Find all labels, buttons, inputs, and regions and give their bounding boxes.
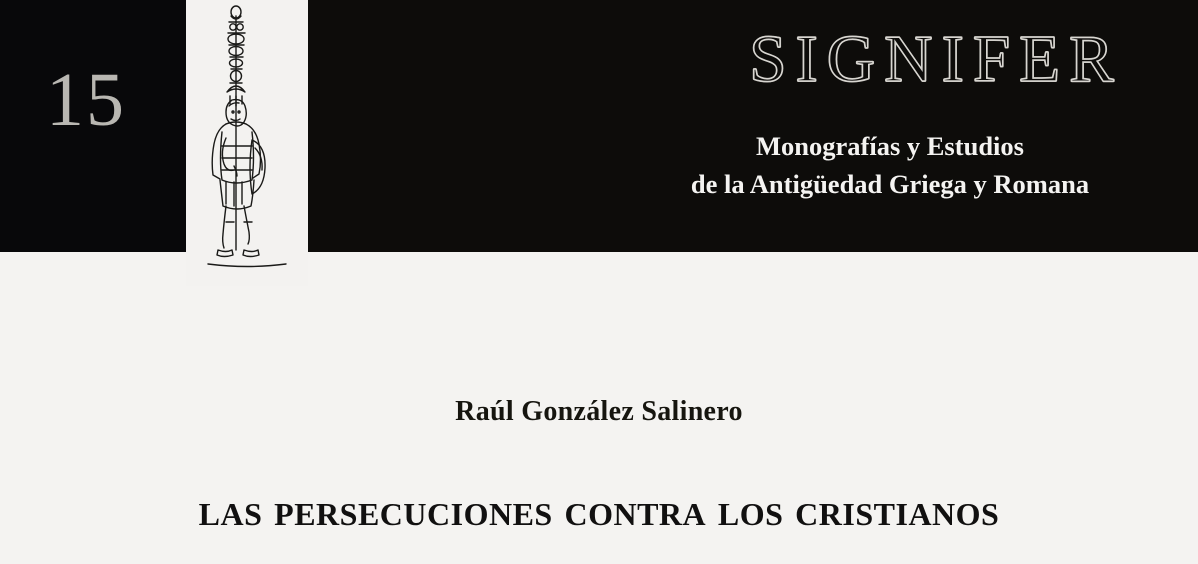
series-number: 15 bbox=[46, 58, 126, 142]
series-subtitle bbox=[620, 128, 1160, 203]
series-name: SIGNIFER bbox=[749, 22, 1123, 96]
signifer-figure-plate bbox=[186, 0, 308, 286]
author-name: Raúl González Salinero bbox=[455, 396, 743, 427]
series-number-block bbox=[0, 0, 186, 252]
roman-signifer-standard-bearer-illustration bbox=[186, 0, 308, 286]
series-subtitle-line-1: Monografías y Estudios bbox=[756, 131, 1024, 161]
book-title: las persecuciones contra los cristianos bbox=[198, 485, 1000, 535]
series-subtitle-line-2: de la Antigüedad Griega y Romana bbox=[690, 168, 1090, 199]
